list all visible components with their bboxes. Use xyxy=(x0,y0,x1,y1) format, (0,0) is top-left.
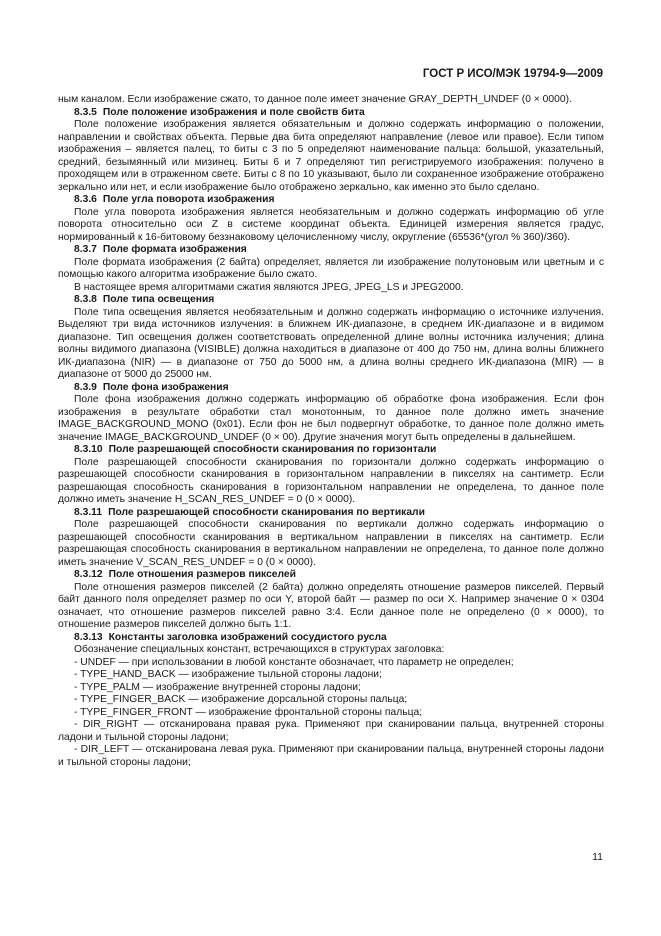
paragraph: - TYPE_HAND_BACK — изображение тыльной стороны ладони; xyxy=(74,669,382,680)
paragraph: - DIR_LEFT — отсканирована левая рука. Применяют при сканировании пальца, внутренней стороны ладони и тыльной стороны ладони; xyxy=(58,744,604,768)
paragraph: Поле разрешающей способности сканирования по вертикали должно содержать информацию о разрешающей способности сканирования в вертикальном направлении в пикселях на сантиметр. Если разрешающая способность сканирования в вертикальном направлении не определена, то данное поле должно иметь значение V_SCAN_RES_UNDEF = 0 (0 × 0000). xyxy=(58,519,604,568)
section-heading xyxy=(58,382,604,395)
section-heading xyxy=(58,507,604,520)
paragraph: - DIR_RIGHT — отсканирована правая рука. Применяют при сканировании пальца, внутренней стороны ладони и тыльной стороны ладони; xyxy=(58,719,604,743)
paragraph: Поле отношения размеров пикселей (2 байта) должно определять отношение размеров пикселей. Первый байт данного поля определяет размер по оси Y, второй байт — размер по оси X. Например значение 0 × 0304 означает, что отношение размеров пикселей равно 3:4. Если данное поле не определено (0 × 0000), то отношение размеров пикселей должно быть 1:1. xyxy=(58,581,604,630)
section-heading xyxy=(58,632,604,645)
section-number: 8.3.12 xyxy=(74,569,103,580)
section-title: Поле положение изображения и поле свойств бита xyxy=(102,106,365,118)
paragraph: Поле формата изображения (2 байта) определяет, является ли изображение полутоновым или цветным и с помощью какого алгоритма изображение было сжато. xyxy=(58,256,604,280)
paragraph: В настоящее время алгоритмами сжатия являются JPEG, JPEG_LS и JPEG2000. xyxy=(74,281,464,293)
section-heading xyxy=(58,244,604,257)
section-title: Поле разрешающей способности сканирования по горизонтали xyxy=(108,444,437,455)
paragraph: Поле разрешающей способности сканирования по горизонтали должно содержать информацию о разрешающей способности сканирования в горизонтальном направлении в пикселях на сантиметр. Если разрешающая способность сканирования в горизонтальном направлении не определена, то данное поле должно иметь значение H_SCAN_RES_UNDEF = 0 (0 × 0000). xyxy=(58,456,604,505)
paragraph: Поле типа освещения является необязательным и должно содержать информацию о источнике излучения. Выделяют три вида источников излучения: в ближнем ИК-диапазоне, в среднем ИК-диапазоне и в видимом диапазоне. Тип освещения должен соответствовать определенной длине волны источника излучения; длина волны видимого диапазона (VISIBLE) должна находиться в диапазоне от 400 до 750 нм, длина волны ближнего ИК-диапазона (NIR) — в диапазоне от 750 до 5000 нм, а длина волны среднего ИК-диапазона (MIR) — в диапазоне от 5000 до 25000 нм. xyxy=(58,306,604,380)
section-number: 8.3.7 xyxy=(74,244,97,255)
paragraph: ным каналом. Если изображение сжато, то данное поле имеет значение GRAY_DEPTH_UNDEF (0 × 0000). xyxy=(58,94,572,105)
section-title: Поле фона изображения xyxy=(102,381,229,393)
paragraph: Поле фона изображения должно содержать информацию об обработке фона изображения. Если фон изображения в результате обработки стал монотонным, то данное поле должно иметь значение IMAGE_BACKGROUND_MONO (0x01). Если фон не был подвергнут обработке, то данное поле должно иметь значение IMAGE_BACKGROUND_UNDEF (0 × 00). Другие значения могут быть определены в дальнейшем. xyxy=(58,394,604,443)
paragraph: - TYPE_PALM — изображение внутренней стороны ладони; xyxy=(74,681,361,693)
section-title: Поле угла поворота изображения xyxy=(102,194,275,205)
section-number: 8.3.9 xyxy=(74,381,97,393)
paragraph: - TYPE_FINGER_FRONT — изображение фронтальной стороны пальца; xyxy=(74,706,423,718)
paragraph: Обозначение специальных констант, встречающихся в структурах заголовка: xyxy=(74,644,445,655)
section-title: Поле разрешающей способности сканирования по вертикали xyxy=(108,506,425,518)
paragraph: Поле положение изображения является обязательным и должно содержать информацию о положении, направлении и свойствах объекта. Первые два бита определяют направление (левое или правое). Если типом изображения – является палец, то биты с 3 по 5 определяют наименование пальца: большой, указательный, средний, безымянный или мизинец. Биты 6 и 7 определяют тип регистрируемого изображения: получено в проходящем или в отраженном свете. Биты с 8 по 10 указывают, было ли сохраненное изображение отображено зеркально или нет, и если изображение было отображено зеркально, как именно это было сделано. xyxy=(58,119,604,193)
section-title: Константы заголовка изображений сосудистого русла xyxy=(108,631,387,643)
document-header: ГОСТ Р ИСО/МЭК 19794-9—2009 xyxy=(422,68,603,80)
section-heading xyxy=(58,194,604,207)
section-number: 8.3.5 xyxy=(74,106,97,118)
section-title: Поле формата изображения xyxy=(102,244,247,255)
document-body xyxy=(58,94,604,769)
section-number: 8.3.11 xyxy=(74,506,103,518)
section-heading xyxy=(58,569,604,582)
section-title: Поле отношения размеров пикселей xyxy=(108,569,296,580)
page-number: 11 xyxy=(592,851,603,863)
section-number: 8.3.8 xyxy=(74,294,97,305)
paragraph: - TYPE_FINGER_BACK — изображение дорсальной стороны пальца; xyxy=(74,694,408,705)
section-heading xyxy=(58,444,604,457)
section-number: 8.3.13 xyxy=(74,631,103,643)
section-heading xyxy=(58,107,604,120)
paragraph: - UNDEF — при использовании в любой константе обозначает, что параметр не определен; xyxy=(74,656,514,668)
section-heading xyxy=(58,294,604,307)
section-number: 8.3.10 xyxy=(74,444,103,455)
section-number: 8.3.6 xyxy=(74,194,97,205)
paragraph: Поле угла поворота изображения является необязательным и должно содержать информацию об угле поворота относительно оси Z в системе координат объекта. Единицей измерения является градус, нормированный к 16-битовому беззнаковому целочисленному числу, округление (65536*(угол % 360)/360). xyxy=(58,206,604,243)
section-title: Поле типа освещения xyxy=(102,294,215,305)
